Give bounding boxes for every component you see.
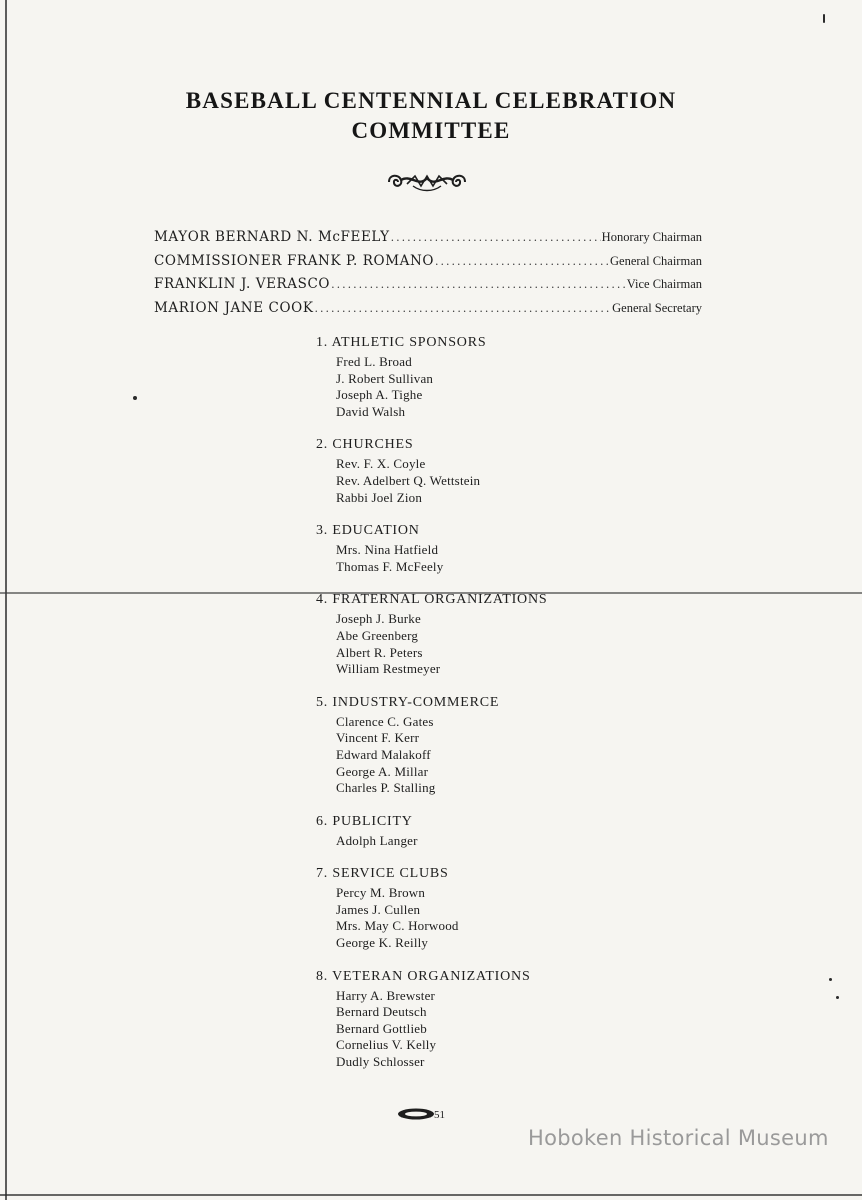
committee-member: Bernard Deutsch [336, 1004, 427, 1020]
committee-member: Mrs. Nina Hatfield [336, 542, 439, 558]
committee-member: Harry A. Brewster [336, 987, 436, 1003]
committee-churches [316, 436, 596, 506]
leader-dots [391, 231, 601, 244]
committee-heading: 8. VETERAN ORGANIZATIONS [316, 968, 531, 984]
committee-member: William Restmeyer [336, 661, 441, 677]
print-speck [823, 14, 825, 23]
officer-name: MARION JANE COOK [154, 299, 314, 316]
page-left-edge [5, 0, 7, 1200]
officer-row [154, 229, 702, 253]
officer-role: Vice Chairman [626, 277, 702, 291]
officer-name: FRANKLIN J. VERASCO [154, 276, 331, 292]
committee-member: Cornelius V. Kelly [336, 1037, 437, 1053]
committee-member: Edward Malakoff [336, 746, 431, 762]
watermark-label: Hoboken Historical Museum [528, 1126, 829, 1150]
folio-ornament-icon [396, 1106, 452, 1122]
officer-name: MAYOR BERNARD N. McFEELY [154, 229, 390, 245]
officer-role: Honorary Chairman [601, 230, 702, 244]
committee-member: Rev. F. X. Coyle [336, 456, 426, 472]
committee-member: Adolph Langer [336, 832, 418, 848]
officer-row [154, 253, 702, 277]
print-speck [836, 996, 839, 999]
page-title-line-2: COMMITTEE [351, 118, 511, 143]
committee-heading: 4. FRATERNAL ORGANIZATIONS [316, 592, 548, 608]
committee-heading: 2. CHURCHES [316, 437, 414, 453]
committee-member: Dudly Schlosser [336, 1054, 425, 1070]
committee-veteran-organizations [316, 968, 596, 1071]
committee-member: James J. Cullen [336, 901, 421, 917]
committee-member: Clarence C. Gates [336, 713, 434, 729]
committee-heading: 1. ATHLETIC SPONSORS [316, 335, 487, 350]
committee-heading: 7. SERVICE CLUBS [316, 866, 449, 882]
officer-row [154, 276, 702, 300]
committee-member: Joseph A. Tighe [336, 387, 423, 403]
leader-dots [435, 255, 609, 268]
page-bottom-edge [0, 1194, 862, 1196]
committee-member: Percy M. Brown [336, 885, 426, 901]
committee-member: Albert R. Peters [336, 644, 423, 660]
committee-member: Vincent F. Kerr [336, 730, 420, 746]
committee-member: Abe Greenberg [336, 627, 419, 643]
committee-member: Rabbi Joel Zion [336, 489, 423, 505]
committee-member: Rev. Adelbert Q. Wettstein [336, 472, 481, 488]
leader-dots [315, 302, 612, 315]
committee-member: Joseph J. Burke [336, 611, 421, 627]
print-speck [829, 978, 832, 981]
committee-athletic-sponsors [316, 334, 596, 420]
page-title-line-1: BASEBALL CENTENNIAL CELEBRATION [185, 88, 677, 113]
leader-dots [331, 278, 626, 291]
officers-list [154, 229, 702, 323]
officer-name: COMMISSIONER FRANK P. ROMANO [154, 252, 435, 269]
committee-member: J. Robert Sullivan [336, 370, 434, 386]
committee-fraternal-organizations [316, 591, 596, 677]
committees-list [316, 334, 596, 1087]
committee-member: Thomas F. McFeely [336, 558, 444, 574]
committee-member: George A. Millar [336, 763, 429, 779]
committee-member: Fred L. Broad [336, 354, 412, 369]
committee-heading: 6. PUBLICITY [316, 813, 413, 829]
committee-member: Mrs. May C. Horwood [336, 918, 459, 934]
scroll-ornament-icon [385, 168, 469, 194]
committee-education [316, 522, 596, 575]
officer-role: General Secretary [612, 300, 702, 315]
committee-heading: 5. INDUSTRY-COMMERCE [316, 694, 500, 710]
committee-industry-commerce [316, 694, 596, 797]
committee-publicity [316, 813, 596, 850]
print-speck [133, 396, 137, 400]
committee-member: Bernard Gottlieb [336, 1020, 427, 1036]
officer-role: General Chairman [610, 253, 702, 268]
committee-member: Charles P. Stalling [336, 780, 436, 796]
committee-member: George K. Reilly [336, 935, 429, 951]
page-number: 51 [434, 1109, 445, 1121]
committee-heading: 3. EDUCATION [316, 523, 420, 539]
committee-member: David Walsh [336, 403, 406, 419]
officer-row [154, 300, 702, 324]
committee-service-clubs [316, 865, 596, 951]
